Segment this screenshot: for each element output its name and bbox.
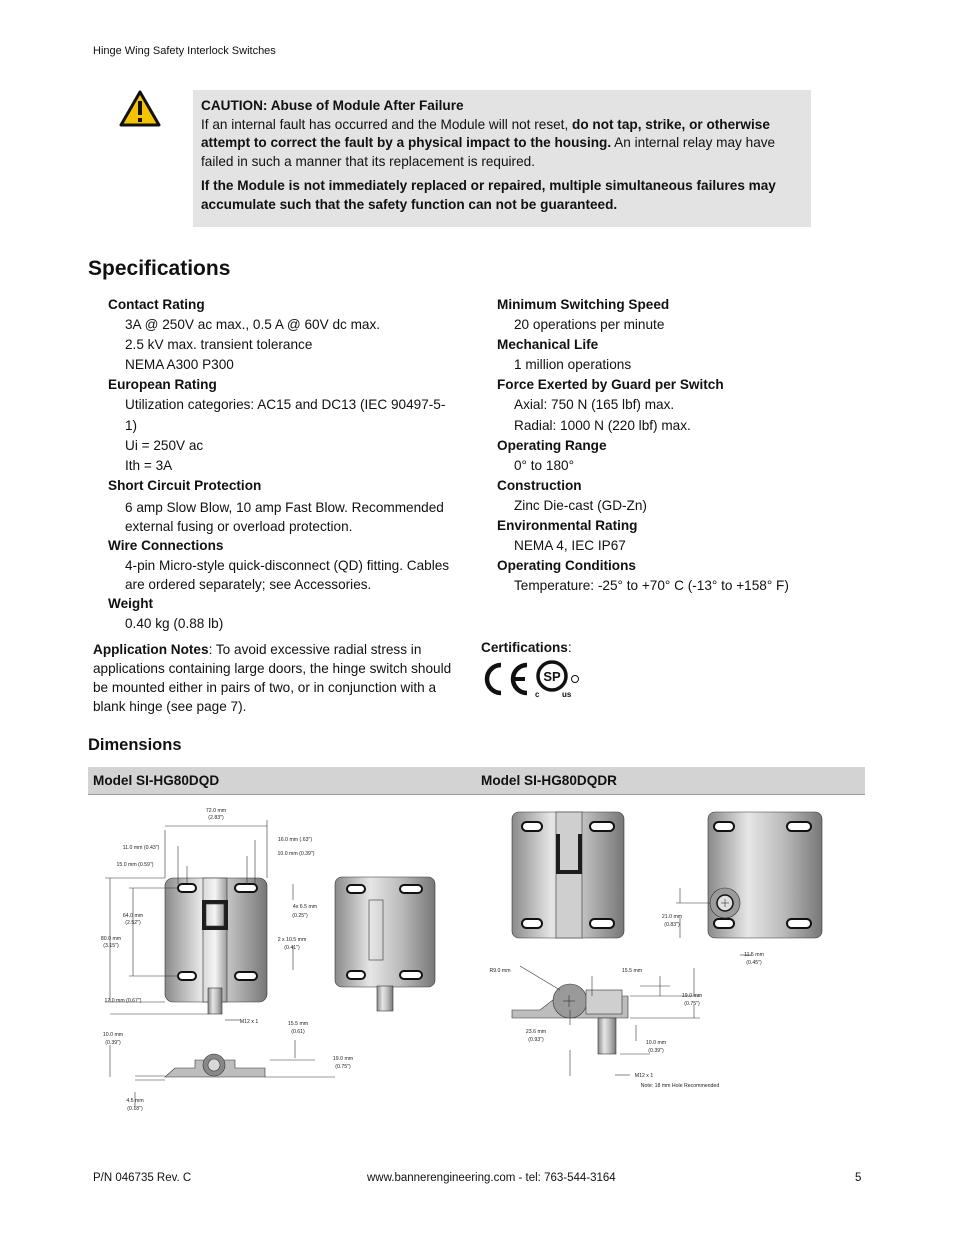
spec-value: NEMA 4, IEC IP67 <box>514 538 626 554</box>
certifications-label: Certifications <box>481 640 568 655</box>
dim-label: R9.0 mm <box>489 968 511 974</box>
spec-value: 4-pin Micro-style quick-disconnect (QD) fitting. Cables are ordered separately; see Accessories. <box>125 558 450 593</box>
spec-label: Operating Range <box>497 437 607 453</box>
ce-mark-icon <box>487 665 527 693</box>
certifications <box>481 640 572 655</box>
dim-label: (2.52") <box>125 920 141 926</box>
dim-label: (0.75") <box>684 1001 700 1007</box>
dim-label: 10.0 mm <box>645 1040 667 1046</box>
model-right-title: Model SI-HG80DQDR <box>481 773 617 788</box>
dim-label: 15.0 mm (0.59") <box>116 862 154 868</box>
dim-label: (0.83") <box>664 922 680 928</box>
spec-label: Construction <box>497 477 582 493</box>
dimensions-heading: Dimensions <box>88 736 182 754</box>
dim-label: (0.41") <box>284 945 300 951</box>
dim-label: (3.15") <box>103 943 119 949</box>
spec-column-left <box>108 295 453 634</box>
spec-label: Weight <box>108 596 154 612</box>
dimension-drawing-left <box>95 800 465 1120</box>
dim-label: (0.18") <box>127 1106 143 1112</box>
footer-page-number: 5 <box>855 1172 862 1184</box>
running-header: Hinge Wing Safety Interlock Switches <box>93 45 276 57</box>
dim-label: 2 x 10.5 mm <box>277 937 307 943</box>
spec-value: Temperature: -25° to +70° C (-13° to +158° F) <box>514 578 789 594</box>
spec-label: Environmental Rating <box>497 518 638 534</box>
spec-value: Utilization categories: AC15 and DC13 (IEC 90497-5-1) <box>125 397 446 433</box>
footer-contact: www.bannerengineering.com - tel: 763-544-3164 <box>367 1172 616 1184</box>
caution-text-b: do not tap, strike, or otherwise attempt to correct the fault by a physical impact to the housing. <box>201 116 770 150</box>
dim-label: 64.0 mm <box>122 913 144 919</box>
spec-value: Radial: 1000 N (220 lbf) max. <box>514 417 691 433</box>
dim-label: 15.5 mm <box>621 968 643 974</box>
dim-label: 15.5 mm <box>287 1021 309 1027</box>
spec-value: Axial: 750 N (165 lbf) max. <box>514 397 675 413</box>
spec-value: Zinc Die-cast (GD-Zn) <box>514 497 647 513</box>
spec-value: 6 amp Slow Blow, 10 amp Fast Blow. Recommended external fusing or overload protection. <box>125 499 444 534</box>
csa-mark-icon <box>535 662 579 699</box>
dim-label: M12 x 1 <box>239 1019 259 1025</box>
dim-label: (0.39") <box>648 1048 664 1054</box>
spec-column-right <box>497 295 857 596</box>
caution-title: CAUTION: Abuse of Module After Failure <box>201 98 464 113</box>
dim-label: 10.0 mm <box>102 1032 124 1038</box>
dim-label: 4x 6.5 mm <box>292 904 318 910</box>
specifications-heading: Specifications <box>88 257 231 280</box>
dim-label: 21.0 mm <box>661 914 683 920</box>
dim-label: (0.75") <box>335 1064 351 1070</box>
application-notes-text: : To avoid excessive radial stress in applications containing large doors, the hinge switch should be mounted either in pairs of two, or in conjunction with a blank hinge (see page 7). <box>93 642 452 714</box>
spec-value: 3A @ 250V ac max., 0.5 A @ 60V dc max. <box>125 317 381 333</box>
spec-label: Minimum Switching Speed <box>497 297 670 312</box>
dim-label: (0.93") <box>528 1037 544 1043</box>
spec-value: NEMA A300 P300 <box>125 357 234 373</box>
caution-text-c: An internal relay may have failed in such a manner that its replacement is required. <box>201 135 776 169</box>
csa-letters: SP <box>543 669 561 684</box>
dim-label: 4.5 mm <box>126 1098 144 1104</box>
spec-label: Contact Rating <box>108 297 205 312</box>
dim-label: 19.0 mm <box>681 993 703 999</box>
dim-label: 23.6 mm <box>525 1029 547 1035</box>
dim-label: 72.0 mm <box>205 808 227 814</box>
spec-value: 1 million operations <box>514 357 632 373</box>
dim-label: 80.0 mm <box>100 936 122 942</box>
warning-triangle-icon <box>119 90 161 128</box>
dim-label: M12 x 1 <box>634 1073 654 1079</box>
spec-value: 0° to 180° <box>514 457 575 473</box>
spec-label: Force Exerted by Guard per Switch <box>497 377 724 393</box>
spec-value: Ui = 250V ac <box>125 437 204 453</box>
certifications-colon: : <box>567 640 572 655</box>
caution-warning: If the Module is not immediately replaced or repaired, multiple simultaneous failures may accumulate such that the safety function can not be guaranteed. <box>201 178 776 212</box>
dim-label: (0.39") <box>105 1040 121 1046</box>
dim-label: 11.0 mm (0.43") <box>122 845 160 851</box>
footer-part-number: P/N 046735 Rev. C <box>93 1172 192 1184</box>
caution-text-a: If an internal fault has occurred and the Module will not reset, <box>201 116 573 132</box>
spec-label: Wire Connections <box>108 537 224 553</box>
caution-notice <box>193 90 811 227</box>
spec-label: Mechanical Life <box>497 337 599 353</box>
spec-value: 20 operations per minute <box>514 317 665 333</box>
application-notes-label: Application Notes <box>93 642 209 657</box>
spec-label: Short Circuit Protection <box>108 477 262 493</box>
spec-label: European Rating <box>108 377 217 393</box>
dimension-drawing-right <box>480 800 850 1100</box>
spec-value: 2.5 kV max. transient tolerance <box>125 337 313 353</box>
dim-label: 16.0 mm (.63") <box>277 837 313 843</box>
dim-label: (0.45") <box>746 960 762 966</box>
model-left-title: Model SI-HG80DQD <box>93 773 220 788</box>
spec-value: Ith = 3A <box>125 457 173 473</box>
spec-label: Operating Conditions <box>497 558 636 574</box>
dim-label: 10.0 mm (0.39") <box>277 851 315 857</box>
dim-label: 11.5 mm <box>744 952 764 958</box>
csa-us: us <box>562 690 572 699</box>
dim-label: 17.0 mm (0.67") <box>104 998 142 1004</box>
dim-label: (0.25") <box>292 913 308 919</box>
dim-label: 19.0 mm <box>332 1056 354 1062</box>
dim-label: (2.83") <box>208 815 224 821</box>
spec-value: 0.40 kg (0.88 lb) <box>125 616 224 632</box>
model-bar <box>88 767 865 795</box>
dim-label: Note: 18 mm Hole Recommended <box>640 1083 720 1089</box>
csa-c: c <box>535 690 540 699</box>
application-notes <box>93 640 468 716</box>
certification-logos <box>480 659 580 699</box>
dim-label: (0.61) <box>291 1029 305 1035</box>
